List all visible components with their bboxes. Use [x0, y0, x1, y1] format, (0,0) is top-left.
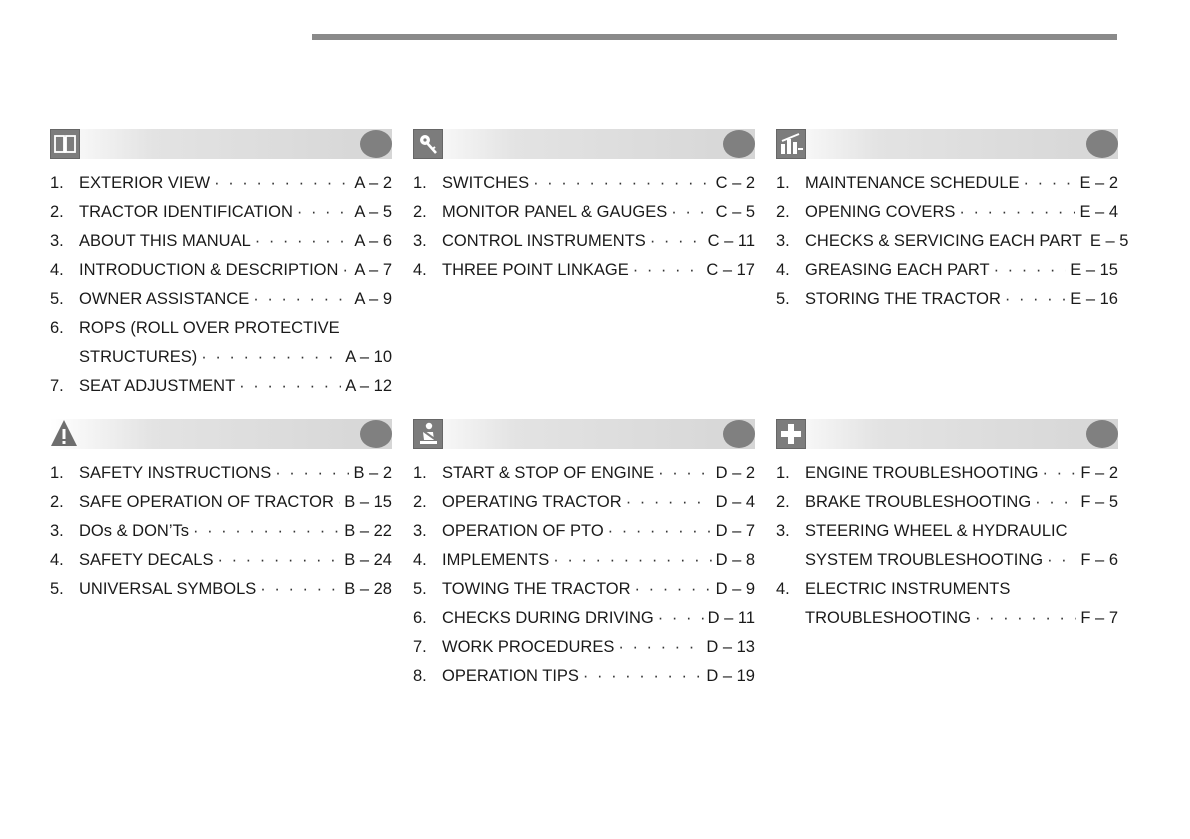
toc-page-ref: E – 15 [1070, 261, 1118, 279]
toc-title: BRAKE TROUBLESHOOTING [805, 493, 1032, 511]
toc-number: 1. [413, 464, 427, 482]
toc-title: STEERING WHEEL & HYDRAULIC [805, 522, 1068, 540]
toc-item-work-procedures[interactable] [413, 633, 755, 662]
toc-page-ref: A – 10 [345, 348, 392, 366]
toc-number: 3. [50, 522, 64, 540]
toc-item-safety-decals[interactable] [50, 546, 392, 575]
dot-leader [201, 343, 341, 372]
toc-item-steering-hydraulic-continued[interactable] [776, 546, 1118, 575]
dot-leader [214, 169, 350, 198]
toc-title: CHECKS & SERVICING EACH PART [805, 232, 1082, 250]
toc-section-f [776, 419, 1118, 633]
toc-section-a [50, 129, 392, 401]
toc-item-checks-servicing[interactable] [776, 227, 1129, 256]
toc-item-safe-operation[interactable] [50, 488, 392, 517]
toc-title: CHECKS DURING DRIVING [442, 609, 654, 627]
toc-title: OPERATING TRACTOR [442, 493, 622, 511]
toc-item-start-stop-engine[interactable] [413, 459, 755, 488]
toc-page-ref: B – 24 [344, 551, 392, 569]
toc-title-continued: STRUCTURES) [79, 348, 198, 366]
dot-leader [583, 662, 702, 691]
toc-item-three-point-linkage[interactable] [413, 256, 755, 285]
dot-leader [1005, 285, 1066, 314]
dot-leader [618, 633, 702, 662]
toc-item-brake-troubleshooting[interactable] [776, 488, 1118, 517]
dot-leader [608, 517, 712, 546]
toc-page-ref: E – 4 [1079, 203, 1118, 221]
toc-page-ref: C – 5 [715, 203, 755, 221]
toc-list [50, 449, 392, 604]
toc-page-ref: A – 2 [354, 174, 392, 192]
toc-page-ref: C – 2 [715, 174, 755, 192]
section-header-bar [50, 129, 392, 159]
toc-title: OPERATION OF PTO [442, 522, 604, 540]
toc-item-universal-symbols[interactable] [50, 575, 392, 604]
toc-item-about-this-manual[interactable] [50, 227, 392, 256]
toc-title: START & STOP OF ENGINE [442, 464, 655, 482]
toc-item-electric-instruments-continued[interactable] [776, 604, 1118, 633]
section-header-bar [50, 419, 392, 449]
toc-page-ref: B – 28 [344, 580, 392, 598]
toc-title: SEAT ADJUSTMENT [79, 377, 236, 395]
toc-page-ref: D – 2 [715, 464, 755, 482]
toc-number: 2. [50, 493, 64, 511]
section-header [413, 419, 755, 449]
toc-title: UNIVERSAL SYMBOLS [79, 580, 257, 598]
toc-section-c [413, 129, 755, 285]
toc-title: CONTROL INSTRUMENTS [442, 232, 646, 250]
toc-number: 1. [413, 174, 427, 192]
toc-section-e [776, 129, 1129, 314]
toc-item-towing-tractor[interactable] [413, 575, 755, 604]
toc-number: 7. [50, 377, 64, 395]
first-aid-cross-icon [776, 419, 806, 449]
toc-number: 2. [776, 493, 790, 511]
toc-title: STORING THE TRACTOR [805, 290, 1001, 308]
toc-page-ref: E – 2 [1079, 174, 1118, 192]
toc-page-ref: D – 13 [706, 638, 755, 656]
toc-section-b [50, 419, 392, 604]
toc-item-rops[interactable] [50, 314, 392, 343]
section-header [50, 129, 392, 159]
dot-leader [1042, 459, 1076, 488]
toc-number: 2. [776, 203, 790, 221]
toc-title: DOs & DON’Ts [79, 522, 190, 540]
toc-title: EXTERIOR VIEW [79, 174, 211, 192]
toc-title: IMPLEMENTS [442, 551, 550, 569]
section-tab-marker [360, 130, 392, 158]
toc-title: SAFETY INSTRUCTIONS [79, 464, 272, 482]
toc-number: 1. [776, 174, 790, 192]
toc-number: 5. [50, 290, 64, 308]
dot-leader [994, 256, 1067, 285]
section-header [776, 129, 1118, 159]
toc-page-ref: A – 6 [354, 232, 392, 250]
dot-leader [626, 488, 712, 517]
toc-page-ref: B – 22 [344, 522, 392, 540]
toc-item-engine-troubleshooting[interactable] [776, 459, 1118, 488]
toc-number: 4. [50, 551, 64, 569]
toc-page-ref: C – 11 [707, 232, 755, 250]
toc-list [776, 159, 1129, 314]
section-header [776, 419, 1118, 449]
toc-number: 4. [413, 551, 427, 569]
toc-number: 3. [413, 232, 427, 250]
toc-number: 3. [413, 522, 427, 540]
driver-seatbelt-icon [413, 419, 443, 449]
toc-page-ref: A – 12 [345, 377, 392, 395]
section-header-bar [776, 419, 1118, 449]
toc-number: 5. [413, 580, 427, 598]
toc-page-ref: E – 5 [1089, 232, 1129, 250]
toc-page-ref: C – 17 [706, 261, 755, 279]
toc-list [413, 159, 755, 285]
toc-page-ref: E – 16 [1070, 290, 1118, 308]
toc-page-ref: D – 9 [715, 580, 755, 598]
toc-title: SAFE OPERATION OF TRACTOR [79, 493, 334, 511]
toc-title: ELECTRIC INSTRUMENTS [805, 580, 1011, 598]
toc-item-operating-tractor[interactable] [413, 488, 755, 517]
toc-item-implements[interactable] [413, 546, 755, 575]
toc-number: 4. [50, 261, 64, 279]
toc-title: ENGINE TROUBLESHOOTING [805, 464, 1039, 482]
section-tab-marker [723, 420, 755, 448]
toc-number: 7. [413, 638, 427, 656]
toc-page-ref: D – 4 [715, 493, 755, 511]
dot-leader [255, 227, 351, 256]
toc-page-ref: D – 19 [706, 667, 755, 685]
toc-number: 1. [50, 464, 64, 482]
maintenance-icon [776, 129, 806, 159]
toc-title: INTRODUCTION & DESCRIPTION [79, 261, 339, 279]
section-header-bar [413, 419, 755, 449]
toc-title: MAINTENANCE SCHEDULE [805, 174, 1020, 192]
toc-page-ref: D – 7 [715, 522, 755, 540]
toc-page-ref: B – 2 [353, 464, 392, 482]
toc-number: 4. [776, 261, 790, 279]
toc-number: 6. [413, 609, 427, 627]
toc-title: MONITOR PANEL & GAUGES [442, 203, 668, 221]
dot-leader [959, 198, 1075, 227]
dot-leader [533, 169, 711, 198]
section-header [50, 419, 392, 449]
toc-page-ref: D – 11 [707, 609, 755, 627]
dot-leader [1024, 169, 1076, 198]
toc-page-ref: F – 7 [1080, 609, 1118, 627]
toc-item-maintenance-schedule[interactable] [776, 169, 1118, 198]
dot-leader [338, 488, 340, 517]
dot-leader [218, 546, 341, 575]
toc-title: SWITCHES [442, 174, 530, 192]
dot-leader [253, 285, 350, 314]
toc-list [776, 449, 1118, 633]
toc-page-ref: A – 9 [354, 290, 392, 308]
toc-item-seat-adjustment[interactable] [50, 372, 392, 401]
toc-number: 1. [50, 174, 64, 192]
toc-title: TRACTOR IDENTIFICATION [79, 203, 293, 221]
section-header [413, 129, 755, 159]
toc-page-ref: D – 8 [715, 551, 755, 569]
section-tab-marker [360, 420, 392, 448]
toc-item-operation-pto[interactable] [413, 517, 755, 546]
toc-number: 1. [776, 464, 790, 482]
top-divider-bar [312, 34, 1117, 40]
dot-leader [975, 604, 1076, 633]
toc-page-ref: B – 15 [344, 493, 392, 511]
section-tab-marker [723, 130, 755, 158]
section-tab-marker [1086, 130, 1118, 158]
toc-item-dos-donts[interactable] [50, 517, 392, 546]
dot-leader [553, 546, 711, 575]
dot-leader [650, 227, 704, 256]
dot-leader [633, 256, 703, 285]
dot-leader [1047, 546, 1076, 575]
toc-number: 6. [50, 319, 64, 337]
dot-leader [635, 575, 712, 604]
toc-item-steering-hydraulic[interactable] [776, 517, 1118, 546]
toc-page-ref: F – 5 [1080, 493, 1118, 511]
toc-title: OPERATION TIPS [442, 667, 579, 685]
toc-list [50, 159, 392, 401]
toc-title: ABOUT THIS MANUAL [79, 232, 251, 250]
toc-page-ref: A – 5 [354, 203, 392, 221]
dot-leader [1035, 488, 1076, 517]
toc-title: WORK PROCEDURES [442, 638, 615, 656]
toc-item-opening-covers[interactable] [776, 198, 1118, 227]
toc-number: 5. [50, 580, 64, 598]
toc-title: SAFETY DECALS [79, 551, 214, 569]
toc-number: 3. [776, 522, 790, 540]
dot-leader [239, 372, 341, 401]
toc-list [413, 449, 755, 691]
toc-title: GREASING EACH PART [805, 261, 990, 279]
toc-title-continued: TROUBLESHOOTING [805, 609, 971, 627]
dot-leader [297, 198, 350, 227]
toc-title-continued: SYSTEM TROUBLESHOOTING [805, 551, 1044, 569]
toc-number: 2. [413, 493, 427, 511]
toc-item-operation-tips[interactable] [413, 662, 755, 691]
dot-leader [342, 256, 350, 285]
dot-leader [260, 575, 340, 604]
toc-number: 5. [776, 290, 790, 308]
toc-title: OPENING COVERS [805, 203, 956, 221]
toc-item-safety-instructions[interactable] [50, 459, 392, 488]
toc-number: 2. [50, 203, 64, 221]
toc-title: ROPS (ROLL OVER PROTECTIVE [79, 319, 340, 337]
dot-leader [193, 517, 340, 546]
toc-item-introduction[interactable] [50, 256, 392, 285]
book-icon [50, 129, 80, 159]
warning-icon [50, 419, 78, 447]
toc-item-monitor-panel[interactable] [413, 198, 755, 227]
toc-number: 4. [413, 261, 427, 279]
toc-number: 3. [50, 232, 64, 250]
section-header-bar [413, 129, 755, 159]
toc-section-d [413, 419, 755, 691]
section-header-bar [776, 129, 1118, 159]
toc-item-electric-instruments[interactable] [776, 575, 1118, 604]
dot-leader [658, 604, 704, 633]
dot-leader [658, 459, 711, 488]
toc-item-switches[interactable] [413, 169, 755, 198]
toc-page-ref: F – 6 [1080, 551, 1118, 569]
toc-number: 2. [413, 203, 427, 221]
toc-page-ref: F – 2 [1080, 464, 1118, 482]
toc-item-rops-continued[interactable] [50, 343, 392, 372]
section-tab-marker [1086, 420, 1118, 448]
key-icon [413, 129, 443, 159]
toc-item-exterior-view[interactable] [50, 169, 392, 198]
toc-item-greasing[interactable] [776, 256, 1118, 285]
toc-number: 4. [776, 580, 790, 598]
toc-title: THREE POINT LINKAGE [442, 261, 629, 279]
toc-page-ref: A – 7 [354, 261, 392, 279]
toc-item-tractor-identification[interactable] [50, 198, 392, 227]
toc-number: 3. [776, 232, 790, 250]
toc-item-storing-tractor[interactable] [776, 285, 1118, 314]
toc-title: OWNER ASSISTANCE [79, 290, 250, 308]
dot-leader [275, 459, 349, 488]
toc-number: 8. [413, 667, 427, 685]
toc-item-control-instruments[interactable] [413, 227, 755, 256]
toc-item-checks-during-driving[interactable] [413, 604, 755, 633]
toc-title: TOWING THE TRACTOR [442, 580, 631, 598]
toc-item-owner-assistance[interactable] [50, 285, 392, 314]
dot-leader [671, 198, 711, 227]
